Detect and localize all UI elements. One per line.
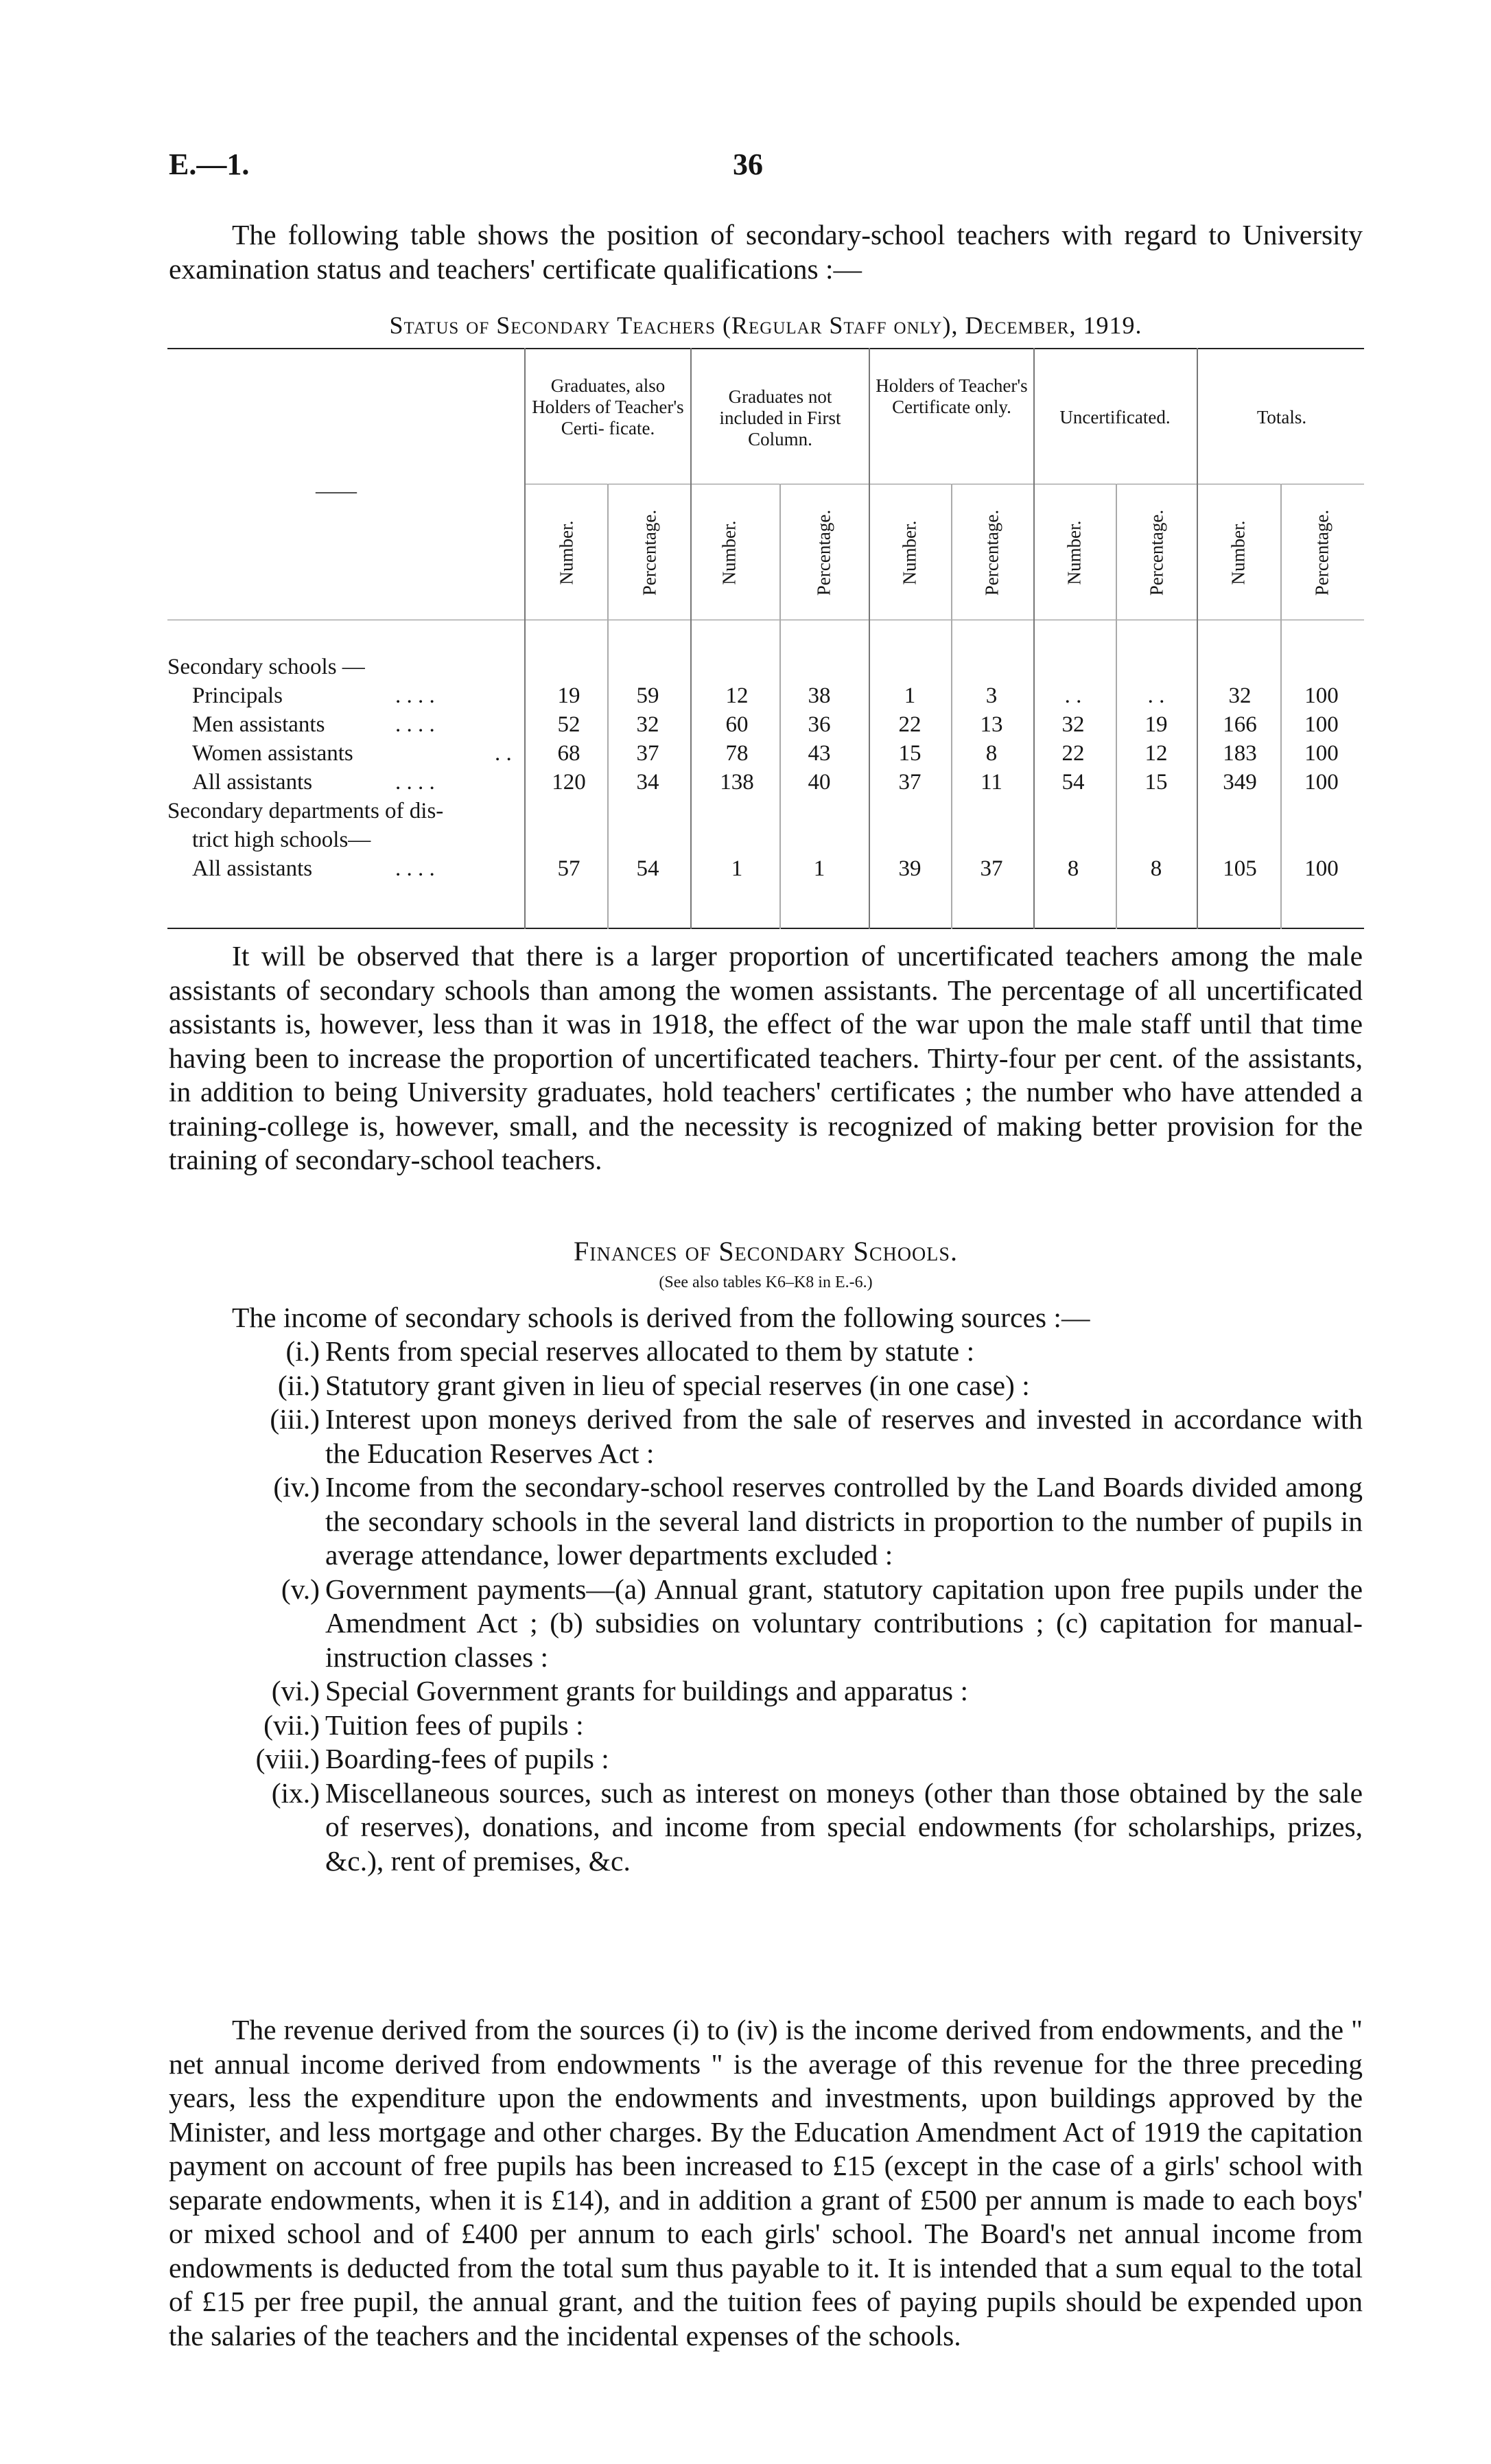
- income-source-number: (i.): [285, 1335, 320, 1367]
- income-source-text: Statutory grant given in lieu of special reserves (in one case) :: [325, 1369, 1030, 1401]
- income-source-item: [169, 1573, 1363, 1675]
- row-label-women-assistants: Women assistants: [192, 741, 353, 766]
- column-divider: [1116, 484, 1117, 929]
- row-leader-dots: . .: [495, 741, 512, 766]
- group-header-certificate-only: Holders of Teacher's Certificate only.: [876, 375, 1028, 417]
- stub-header: ——: [316, 480, 357, 502]
- table-caption: Status of Secondary Teachers (Regular Staff only), December, 1919.: [389, 312, 1142, 339]
- group-header-totals: Totals.: [1256, 407, 1307, 427]
- income-source-text: Income from the secondary-school reserves controlled by the Land Boards divided among the secondary schools in the several land districts in proportion to the number of pupils in average attendance, lower departments excluded :: [325, 1471, 1363, 1571]
- column-divider: [869, 348, 870, 929]
- subheader-number: Number.: [718, 520, 740, 585]
- table-cell: 183: [1223, 741, 1257, 766]
- section-heading: Secondary departments of dis-: [167, 799, 444, 823]
- table-cell: 32: [1228, 683, 1252, 708]
- income-sources-list: [169, 1335, 1363, 1878]
- table-cell: 3: [985, 683, 998, 708]
- table-cell: 37: [636, 741, 659, 766]
- intro-paragraph: The following table shows the position of secondary-school teachers with regard to University examination status and teachers' certificate qualifications :—: [169, 219, 1363, 285]
- table-cell: 22: [1061, 741, 1085, 766]
- column-divider: [524, 348, 526, 929]
- group-header-graduates-not-included: Graduates not included in First Column.: [719, 386, 841, 449]
- table-cell: 43: [808, 741, 831, 766]
- table-cell: 36: [808, 712, 831, 737]
- column-divider: [951, 484, 952, 929]
- income-source-number: (iii.): [270, 1403, 320, 1435]
- finances-note: (See also tables K6–K8 in E.-6.): [659, 1274, 873, 1291]
- column-divider: [607, 484, 609, 929]
- finances-intro: The income of secondary schools is derived from the following sources :—: [232, 1302, 1090, 1333]
- column-divider: [1197, 348, 1198, 929]
- table-cell: 100: [1304, 741, 1339, 766]
- column-divider: [690, 348, 692, 929]
- table-cell: 15: [898, 741, 921, 766]
- table-cell: 120: [552, 770, 586, 795]
- table-cell: 39: [898, 856, 921, 881]
- column-divider: [1280, 484, 1282, 929]
- income-source-text: Government payments—(a) Annual grant, statutory capitation upon free pupils under the Amendment Act ; (b) subsidies on voluntary contributions ; (c) capitation for manual-instruction classes :: [325, 1573, 1363, 1673]
- table-cell: 54: [636, 856, 659, 881]
- table-cell: 100: [1304, 856, 1339, 881]
- income-source-text: Interest upon moneys derived from the sale of reserves and invested in accordance with the Education Reserves Act :: [325, 1403, 1363, 1469]
- table-cell: 34: [636, 770, 659, 795]
- table-cell: . .: [1147, 683, 1165, 708]
- table-cell: 54: [1061, 770, 1085, 795]
- table-cell: 8: [985, 741, 998, 766]
- table-cell: . .: [1064, 683, 1082, 708]
- table-cell: 15: [1144, 770, 1168, 795]
- subheader-percentage: Percentage.: [639, 509, 660, 596]
- subheader-percentage: Percentage.: [1146, 509, 1167, 596]
- table-cell: 100: [1304, 712, 1339, 737]
- income-source-item: [169, 1335, 1363, 1369]
- row-label-principals: Principals: [192, 683, 283, 708]
- row-label-all-assistants: All assistants: [192, 770, 313, 795]
- income-source-text: Tuition fees of pupils :: [325, 1709, 584, 1741]
- income-source-item: [169, 1369, 1363, 1403]
- table-cell: 138: [720, 770, 754, 795]
- table-cell: 105: [1223, 856, 1257, 881]
- table-cell: 59: [636, 683, 659, 708]
- income-source-number: (vi.): [271, 1675, 320, 1706]
- finances-heading: Finances of Secondary Schools.: [574, 1236, 958, 1267]
- column-divider: [1033, 348, 1035, 929]
- subheader-number: Number.: [1228, 520, 1249, 585]
- subheader-percentage: Percentage.: [813, 509, 834, 596]
- income-source-item: [169, 1776, 1363, 1879]
- column-divider: [779, 484, 781, 929]
- income-source-text: Boarding-fees of pupils :: [325, 1743, 609, 1774]
- table-cell: 38: [808, 683, 831, 708]
- subheader-percentage: Percentage.: [1311, 509, 1332, 596]
- table-bottom-rule: [167, 928, 1364, 929]
- table-cell: 19: [1144, 712, 1168, 737]
- table-cell: 78: [725, 741, 749, 766]
- table-cell: 57: [557, 856, 580, 881]
- income-source-item: [169, 1674, 1363, 1709]
- table-cell: 60: [725, 712, 749, 737]
- table-cell: 12: [725, 683, 749, 708]
- table-cell: 22: [898, 712, 921, 737]
- row-label-men-assistants: Men assistants: [192, 712, 325, 737]
- section-heading: Secondary schools —: [167, 655, 365, 679]
- table-cell: 68: [557, 741, 580, 766]
- income-source-item: [169, 1709, 1363, 1743]
- row-label-district-all-assistants: All assistants: [192, 856, 313, 881]
- row-leader-dots: . . . .: [395, 856, 435, 881]
- table-cell: 1: [904, 683, 916, 708]
- income-source-text: Miscellaneous sources, such as interest on moneys (other than those obtained by the sale of reserves), donations, and income from special endowments (for scholarships, prizes, &c.), rent of premises, &c.: [325, 1776, 1363, 1877]
- table-cell: 1: [813, 856, 825, 881]
- closing-paragraph: The revenue derived from the sources (i) to (iv) is the income derived from endowments, and the " net annual income derived from endowments " is the average of this revenue for the three preceding years, less the expenditure upon the endowments and investments, upon buildings approved by the Minister, and less mortgage and other charges. By the Education Amendment Act of 1919 the capitation payment on account of free pupils has been increased to £15 (except in the case of a girls' school with separate endowments, when it is £14), and in addition a grant of £500 per annum is made to each boys' or mixed school and of £400 per annum to each girls' school. The Board's net annual income from endowments is deducted from the total sum thus payable to it. It is intended that a sum equal to the total of £15 per free pupil, the annual grant, and the tuition fees of paying pupils should be expended upon the salaries of the teachers and the incidental expenses of the schools.: [169, 2014, 1363, 2351]
- row-leader-dots: . . . .: [395, 770, 435, 795]
- income-source-number: (vii.): [263, 1709, 320, 1741]
- table-cell: 11: [981, 770, 1002, 795]
- group-header-graduates-certified: Graduates, also Holders of Teacher's Certi- ficate.: [532, 375, 684, 438]
- page-number: 36: [733, 148, 763, 181]
- document-reference: E.—1.: [169, 148, 250, 181]
- subheader-number: Number.: [556, 520, 577, 585]
- teacher-status-table: [167, 348, 1364, 931]
- table-top-rule: [167, 348, 1364, 349]
- subheader-number: Number.: [1064, 520, 1085, 585]
- income-source-number: (ix.): [271, 1776, 320, 1809]
- table-cell: 166: [1223, 712, 1257, 737]
- table-cell: 8: [1067, 856, 1079, 881]
- subheader-number: Number.: [899, 520, 920, 585]
- income-source-number: (ii.): [277, 1369, 320, 1401]
- table-cell: 32: [1061, 712, 1085, 737]
- table-cell: 12: [1144, 741, 1168, 766]
- table-cell: 37: [898, 770, 921, 795]
- table-cell: 8: [1150, 856, 1162, 881]
- table-cell: 37: [980, 856, 1003, 881]
- income-source-item: [169, 1470, 1363, 1573]
- section-heading: trict high schools—: [192, 828, 371, 852]
- income-source-number: (viii.): [255, 1743, 320, 1774]
- income-source-item: [169, 1403, 1363, 1470]
- table-cell: 32: [636, 712, 659, 737]
- table-cell: 13: [980, 712, 1003, 737]
- table-cell: 349: [1223, 770, 1257, 795]
- income-source-text: Rents from special reserves allocated to them by statute :: [325, 1335, 975, 1367]
- group-header-uncertificated: Uncertificated.: [1059, 407, 1171, 427]
- table-cell: 1: [731, 856, 743, 881]
- table-cell: 19: [557, 683, 580, 708]
- table-cell: 100: [1304, 770, 1339, 795]
- row-leader-dots: . . . .: [395, 712, 435, 737]
- income-source-text: Special Government grants for buildings and apparatus :: [325, 1675, 968, 1706]
- table-cell: 100: [1304, 683, 1339, 708]
- table-cell: 52: [557, 712, 580, 737]
- income-source-number: (v.): [281, 1573, 320, 1605]
- subheader-percentage: Percentage.: [981, 509, 1002, 596]
- income-source-number: (iv.): [273, 1471, 320, 1503]
- table-cell: 40: [808, 770, 831, 795]
- observation-paragraph: It will be observed that there is a larger proportion of uncertificated teachers among the male assistants of secondary schools than among the women assistants. The percentage of all uncertificated assistants is, however, less than it was in 1918, the effect of the war upon the male staff until that time having been to increase the proportion of uncertificated teachers. Thirty-four per cent. of the assistants, in addition to being University graduates, hold teachers' certificates ; the number who have attended a training-college is, however, small, and the necessity is recognized of making better provision for the training of secondary-school teachers.: [169, 940, 1363, 1175]
- income-source-item: [169, 1742, 1363, 1776]
- row-leader-dots: . . . .: [395, 683, 435, 708]
